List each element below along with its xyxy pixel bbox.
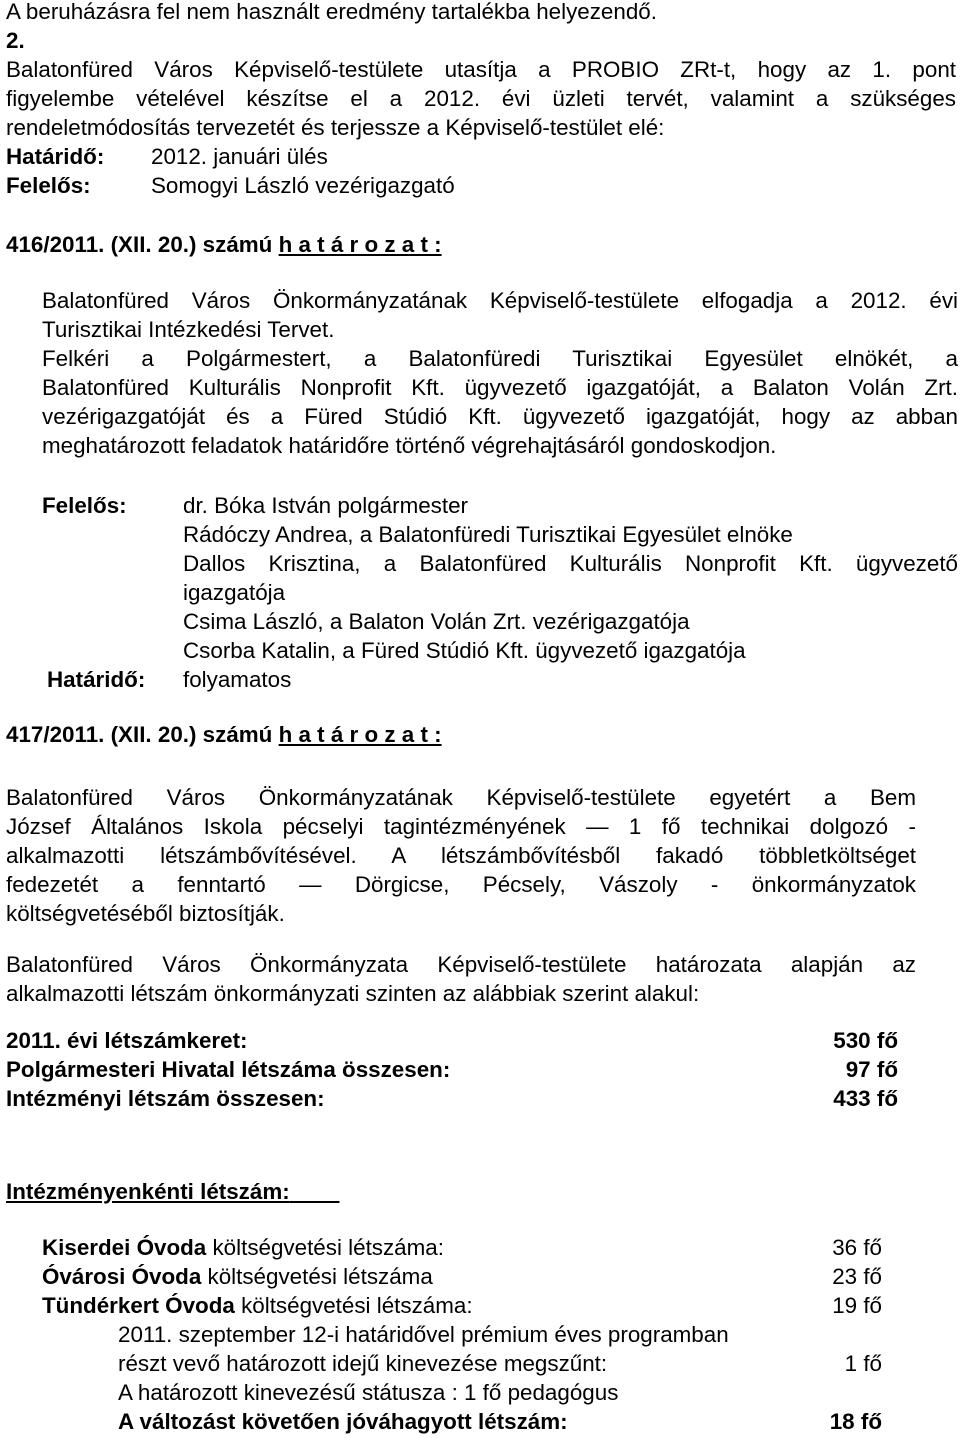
note-line: részt vevő határozott idejű kinevezése megszűnt: xyxy=(118,1351,608,1376)
paragraph-line: költségvetéséből biztosítják. xyxy=(6,901,285,926)
resolution-417-heading xyxy=(6,720,442,749)
final-label: A változást követően jóváhagyott létszám: xyxy=(118,1409,568,1434)
felelos-label: Felelős: xyxy=(6,173,91,198)
institution-desc: költségvetési létszáma: xyxy=(234,1293,473,1318)
total-value: 433 fő xyxy=(833,1086,898,1111)
institutional-heading-text: Intézményenkénti létszám: xyxy=(6,1179,290,1204)
responsible-line: Csima László, a Balaton Volán Zrt. vezérigazgatója xyxy=(183,609,690,634)
paragraph-line: József Általános Iskola pécselyi tagintézményének — 1 fő technikai dolgozó - xyxy=(6,814,916,839)
item-number: 2. xyxy=(6,28,25,53)
paragraph-line: Balatonfüred Város Önkormányzatának Képviselő-testülete egyetért a Bem xyxy=(6,785,916,810)
responsible-line: Dallos Krisztina, a Balatonfüred Kulturális Nonprofit Kft. ügyvezető xyxy=(183,551,958,576)
institution-row xyxy=(42,1233,882,1262)
total-value: 97 fő xyxy=(845,1057,898,1082)
paragraph-line: meghatározott feladatok határidőre történő végrehajtásáról gondoskodjon. xyxy=(42,433,777,458)
paragraph-line: Balatonfüred Város Önkormányzata Képviselő-testülete határozata alapján az xyxy=(6,952,916,977)
total-label: Polgármesteri Hivatal létszáma összesen: xyxy=(6,1057,451,1082)
institution-desc: költségvetési létszáma xyxy=(201,1264,433,1289)
note-row xyxy=(42,1320,882,1349)
total-value: 530 fő xyxy=(833,1028,898,1053)
institutional-heading xyxy=(6,1177,339,1206)
institution-desc: költségvetési létszáma: xyxy=(206,1235,444,1260)
paragraph-line: Turisztikai Intézkedési Tervet. xyxy=(42,317,335,342)
hatarido-label: Határidő: xyxy=(6,144,105,169)
hatarido-label: Határidő: xyxy=(47,667,146,692)
institution-name: Tündérkert Óvoda xyxy=(42,1293,235,1318)
resolution-416-responsibles xyxy=(42,491,958,694)
total-label: Intézményi létszám összesen: xyxy=(6,1086,325,1111)
intro-paragraph-line: Balatonfüred Város Képviselő-testülete utasítja a PROBIO ZRt-t, hogy az 1. pont xyxy=(6,57,956,82)
paragraph-line: alkalmazotti létszámbővítésével. A létszámbővítésből fakadó többletköltséget xyxy=(6,843,916,868)
hatarido-value: 2012. januári ülés xyxy=(151,144,328,169)
headcount-totals xyxy=(6,1026,898,1113)
institution-value: 23 fő xyxy=(832,1264,882,1289)
institution-row xyxy=(42,1291,882,1320)
responsible-line: Rádóczy Andrea, a Balatonfüredi Turisztikai Egyesület elnöke xyxy=(183,522,793,547)
institution-table xyxy=(42,1233,882,1436)
responsible-line: dr. Bóka István polgármester xyxy=(183,493,468,518)
responsible-line: Csorba Katalin, a Füred Stúdió Kft. ügyvezető igazgatója xyxy=(183,638,746,663)
paragraph-line: Balatonfüred Város Önkormányzatának Képviselő-testülete elfogadja a 2012. évi xyxy=(42,288,958,313)
responsible-line: igazgatója xyxy=(183,580,286,605)
resolution-416-body xyxy=(42,286,958,460)
paragraph-line: Balatonfüred Kulturális Nonprofit Kft. ügyvezető igazgatóját, a Balaton Volán Zrt. xyxy=(42,375,958,400)
paragraph-line: alkalmazotti létszám önkormányzati szinten az alábbiak szerint alakul: xyxy=(6,981,700,1006)
institution-name: Kiserdei Óvoda xyxy=(42,1235,207,1260)
paragraph-line: fedezetét a fenntartó — Dörgicse, Pécsely, Vászoly - önkormányzatok xyxy=(6,872,916,897)
resolution-416-heading xyxy=(6,230,442,259)
institution-value: 36 fő xyxy=(832,1235,882,1260)
felelos-value: Somogyi László vezérigazgató xyxy=(151,173,455,198)
total-label: 2011. évi létszámkeret: xyxy=(6,1028,248,1053)
paragraph-line: Felkéri a Polgármestert, a Balatonfüredi Turisztikai Egyesület elnökét, a xyxy=(42,346,958,371)
note-line: 2011. szeptember 12-i határidővel prémium éves programban xyxy=(118,1322,729,1347)
felelos-label: Felelős: xyxy=(42,493,127,518)
resolution-417-paragraph-1 xyxy=(6,783,916,928)
final-value: 18 fő xyxy=(829,1409,882,1434)
intro-hatarido-row xyxy=(6,142,956,171)
intro-line: A beruházásra fel nem használt eredmény tartalékba helyezendő. xyxy=(6,0,657,24)
resolution-word: h a t á r o z a t : xyxy=(278,722,442,747)
final-row xyxy=(42,1407,882,1436)
resolution-417-paragraph-2 xyxy=(6,950,916,1008)
resolution-word: h a t á r o z a t : xyxy=(278,232,442,257)
note-line: A határozott kinevezésű státusza : 1 fő pedagógus xyxy=(118,1380,619,1405)
intro-felelos-row xyxy=(6,171,956,200)
total-row xyxy=(6,1026,898,1055)
intro-paragraph-line: figyelembe vételével készítse el a 2012. évi üzleti tervét, valamint a szükséges xyxy=(6,86,956,111)
resolution-number: 417/2011. (XII. 20.) számú xyxy=(6,722,273,747)
hatarido-value: folyamatos xyxy=(183,667,292,692)
institution-name: Óvárosi Óvoda xyxy=(42,1264,202,1289)
intro-section xyxy=(6,0,956,200)
note-row xyxy=(42,1378,882,1407)
institution-value: 19 fő xyxy=(832,1293,882,1318)
intro-paragraph-line: rendeletmódosítás tervezetét és terjessze a Képviselő-testület elé: xyxy=(6,115,665,140)
paragraph-line: vezérigazgatóját és a Füred Stúdió Kft. ügyvezető igazgatóját, hogy az abban xyxy=(42,404,958,429)
note-value: 1 fő xyxy=(844,1351,882,1376)
resolution-number: 416/2011. (XII. 20.) számú xyxy=(6,232,273,257)
note-row xyxy=(42,1349,882,1378)
institution-row xyxy=(42,1262,882,1291)
total-row xyxy=(6,1084,898,1113)
total-row xyxy=(6,1055,898,1084)
